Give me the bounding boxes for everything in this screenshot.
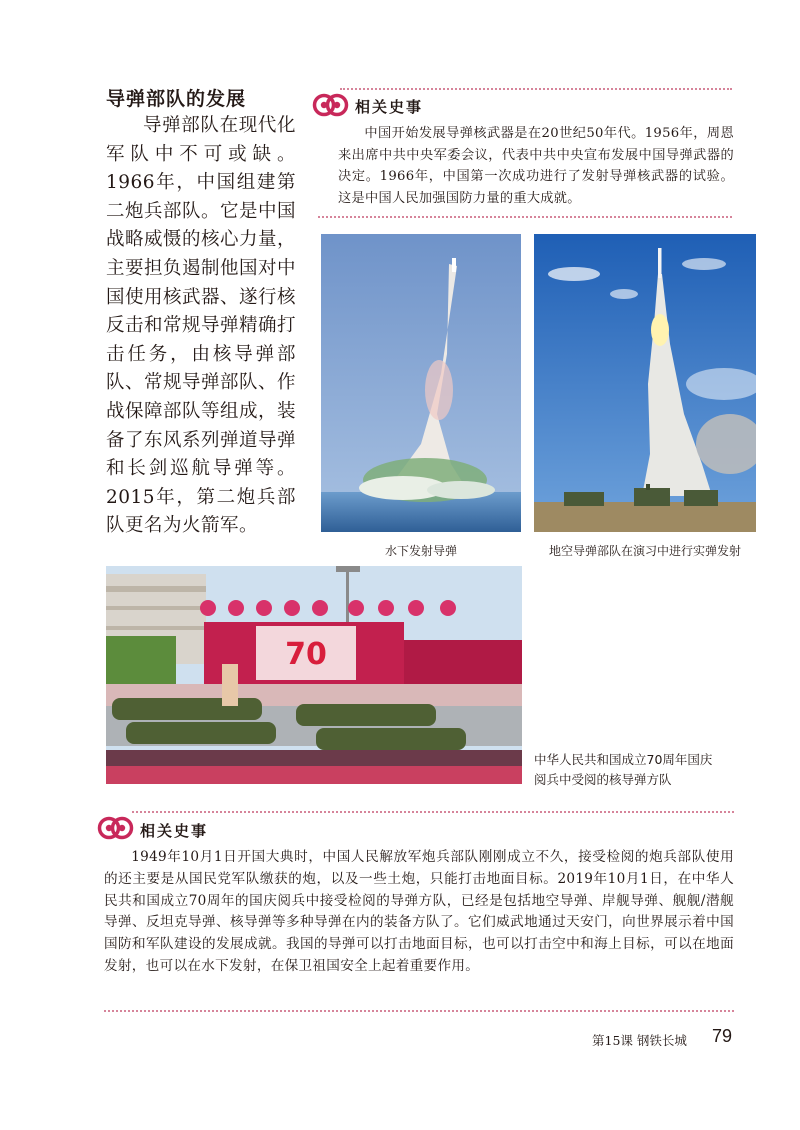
dotted-divider <box>104 1010 734 1012</box>
parade-photo <box>106 566 522 784</box>
parade-caption <box>534 750 712 790</box>
ground-launch-caption: 地空导弹部队在演习中进行实弹发射 <box>548 544 741 558</box>
underwater-launch-caption: 水下发射导弹 <box>384 544 457 558</box>
dotted-divider <box>340 88 732 90</box>
parade-caption-line-2: 阅兵中受阅的核导弹方队 <box>534 772 672 787</box>
parade-screen-number: 70 <box>285 637 327 672</box>
underwater-launch-photo <box>321 234 521 532</box>
history-logo-icon <box>312 90 350 120</box>
footer-lesson-title: 第15课 钢铁长城 <box>592 1033 687 1048</box>
dotted-divider <box>132 811 734 813</box>
section-body: 导弹部队在现代化军队中不可或缺。1966年，中国组建第二炮兵部队。它是中国战略威慑的核心力量，主要担负遏制他国对中国使用核武器、遂行核反击和常规导弹精确打击任务，由核导弹部队、常规导弹部队、作战保障部队等组成，装备了东风系列弹道导弹和长剑巡航导弹等。2015年，第二炮兵部队更名为火箭军。 <box>106 115 297 537</box>
ground-launch-photo <box>534 234 756 532</box>
history-box-heading: 相关史事 <box>140 822 209 840</box>
parade-caption-line-1: 中华人民共和国成立70周年国庆 <box>534 752 713 767</box>
history-logo-icon <box>97 813 135 843</box>
page-number: 79 <box>712 1026 733 1046</box>
history-box-body: 1949年10月1日开国大典时，中国人民解放军炮兵部队刚刚成立不久，接受检阅的炮兵部队使用的还主要是从国民党军队缴获的炮，以及一些土炮，只能打击地面目标。2019年10月1日，在中华人民共和国成立70周年的国庆阅兵中接受检阅的导弹方队，已经是包括地空导弹、岸舰导弹、舰舰/潜舰导弹、反坦克导弹、核导弹等多种导弹在内的装备方队了。它们威武地通过天安门，向世界展示着中国国防和军队建设的发展成就。我国的导弹可以打击地面目标，也可以打击空中和海上目标，可以在地面发射，也可以在水下发射，在保卫祖国安全上起着重要作用。 <box>104 849 734 974</box>
dotted-divider <box>318 216 732 218</box>
history-box-heading: 相关史事 <box>355 98 424 116</box>
section-title: 导弹部队的发展 <box>106 88 247 110</box>
history-box-body: 中国开始发展导弹核武器是在20世纪50年代。1956年，周恩来出席中共中央军委会议，代表中共中央宣布发展中国导弹武器的决定。1966年，中国第一次成功进行了发射导弹核武器的试验。这是中国人民加强国防力量的重大成就。 <box>338 126 734 206</box>
